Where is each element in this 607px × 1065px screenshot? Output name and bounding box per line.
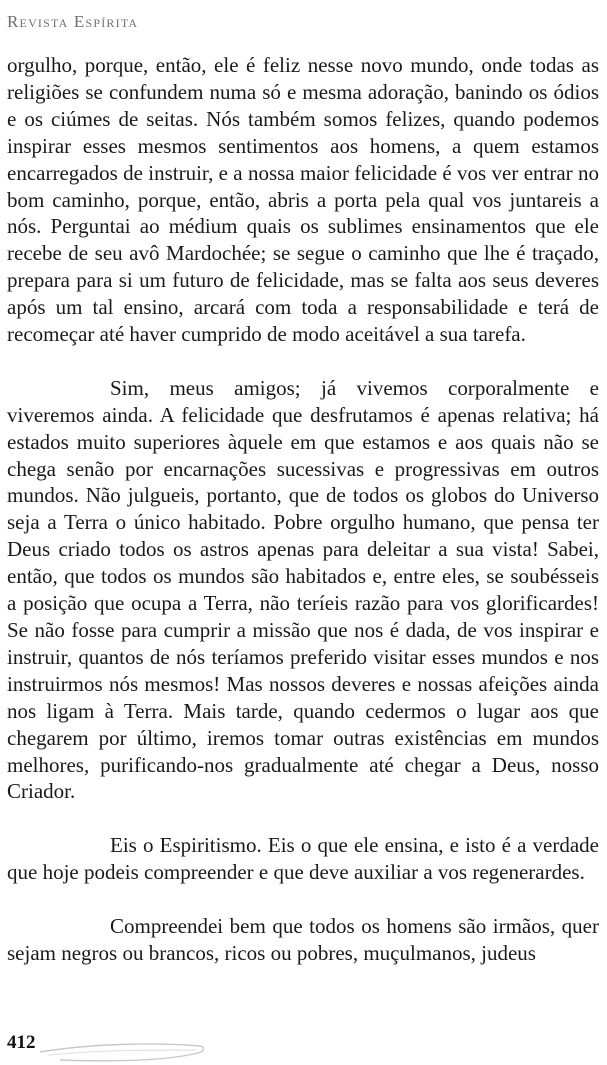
- paragraph-3: Eis o Espiritismo. Eis o que ele ensina, e isto é a verdade que hoje podeis compreender e que deve auxiliar a vos regenerardes.: [7, 833, 599, 885]
- paragraph-1: orgulho, porque, então, ele é feliz nesse novo mundo, onde todas as religiões se confundem numa só e mesma adoração, banindo os ódios e os ciúmes de seitas. Nós também somos felizes, quando podemos inspirar esses mesmos sentimentos aos homens, a quem estamos encarregados de instruir, e a nossa maior felicidade é vos ver entrar no bom caminho, porque, então, abris a porta pela qual vos juntareis a nós. Perguntai ao médium quais os sublimes ensinamentos que ele recebe de seu avô Mardochée; se segue o caminho que lhe é traçado, prepara para si um futuro de felicidade, mas se falta aos seus deveres após um tal ensino, arcará com toda a responsabilidade e terá de recomeçar até haver cumprido de modo aceitável a sua tarefa.: [7, 53, 599, 347]
- paragraph-4: Compreendei bem que todos os homens são irmãos, quer sejam negros ou brancos, ricos ou pobres, muçulmanos, judeus: [7, 913, 599, 965]
- paragraph-2: Sim, meus amigos; já vivemos corporalmente e viveremos ainda. A felicidade que desfrutamos é apenas relativa; há estados muito superiores àquele em que estamos e aos quais não se chega senão por encarnações sucessivas e progressivas em outros mundos. Não julgueis, portanto, que de todos os globos do Universo seja a Terra o único habitado. Pobre orgulho humano, que pensa ter Deus criado todos os astros apenas para deleitar a sua vista! Sabei, então, que todos os mundos são habitados e, entre eles, se soubésseis a posição que ocupa a Terra, não teríeis razão para vos glorificardes! Se não fosse para cumprir a missão que nos é dada, de vos inspirar e instruir, quantos de nós teríamos preferido visitar esses mundos e nos instruirmos nós mesmos! Mas nossos deveres e nossas afeições ainda nos ligam à Terra. Mais tarde, quando cedermos o lugar aos que chegarem por último, iremos tomar outras existências em mundos melhores, purificando-nos gradualmente até chegar a Deus, nosso Criador.: [7, 375, 599, 804]
- page-number: 412: [7, 1032, 36, 1053]
- page-body: [7, 52, 599, 994]
- running-header: Revista Espírita: [7, 12, 139, 31]
